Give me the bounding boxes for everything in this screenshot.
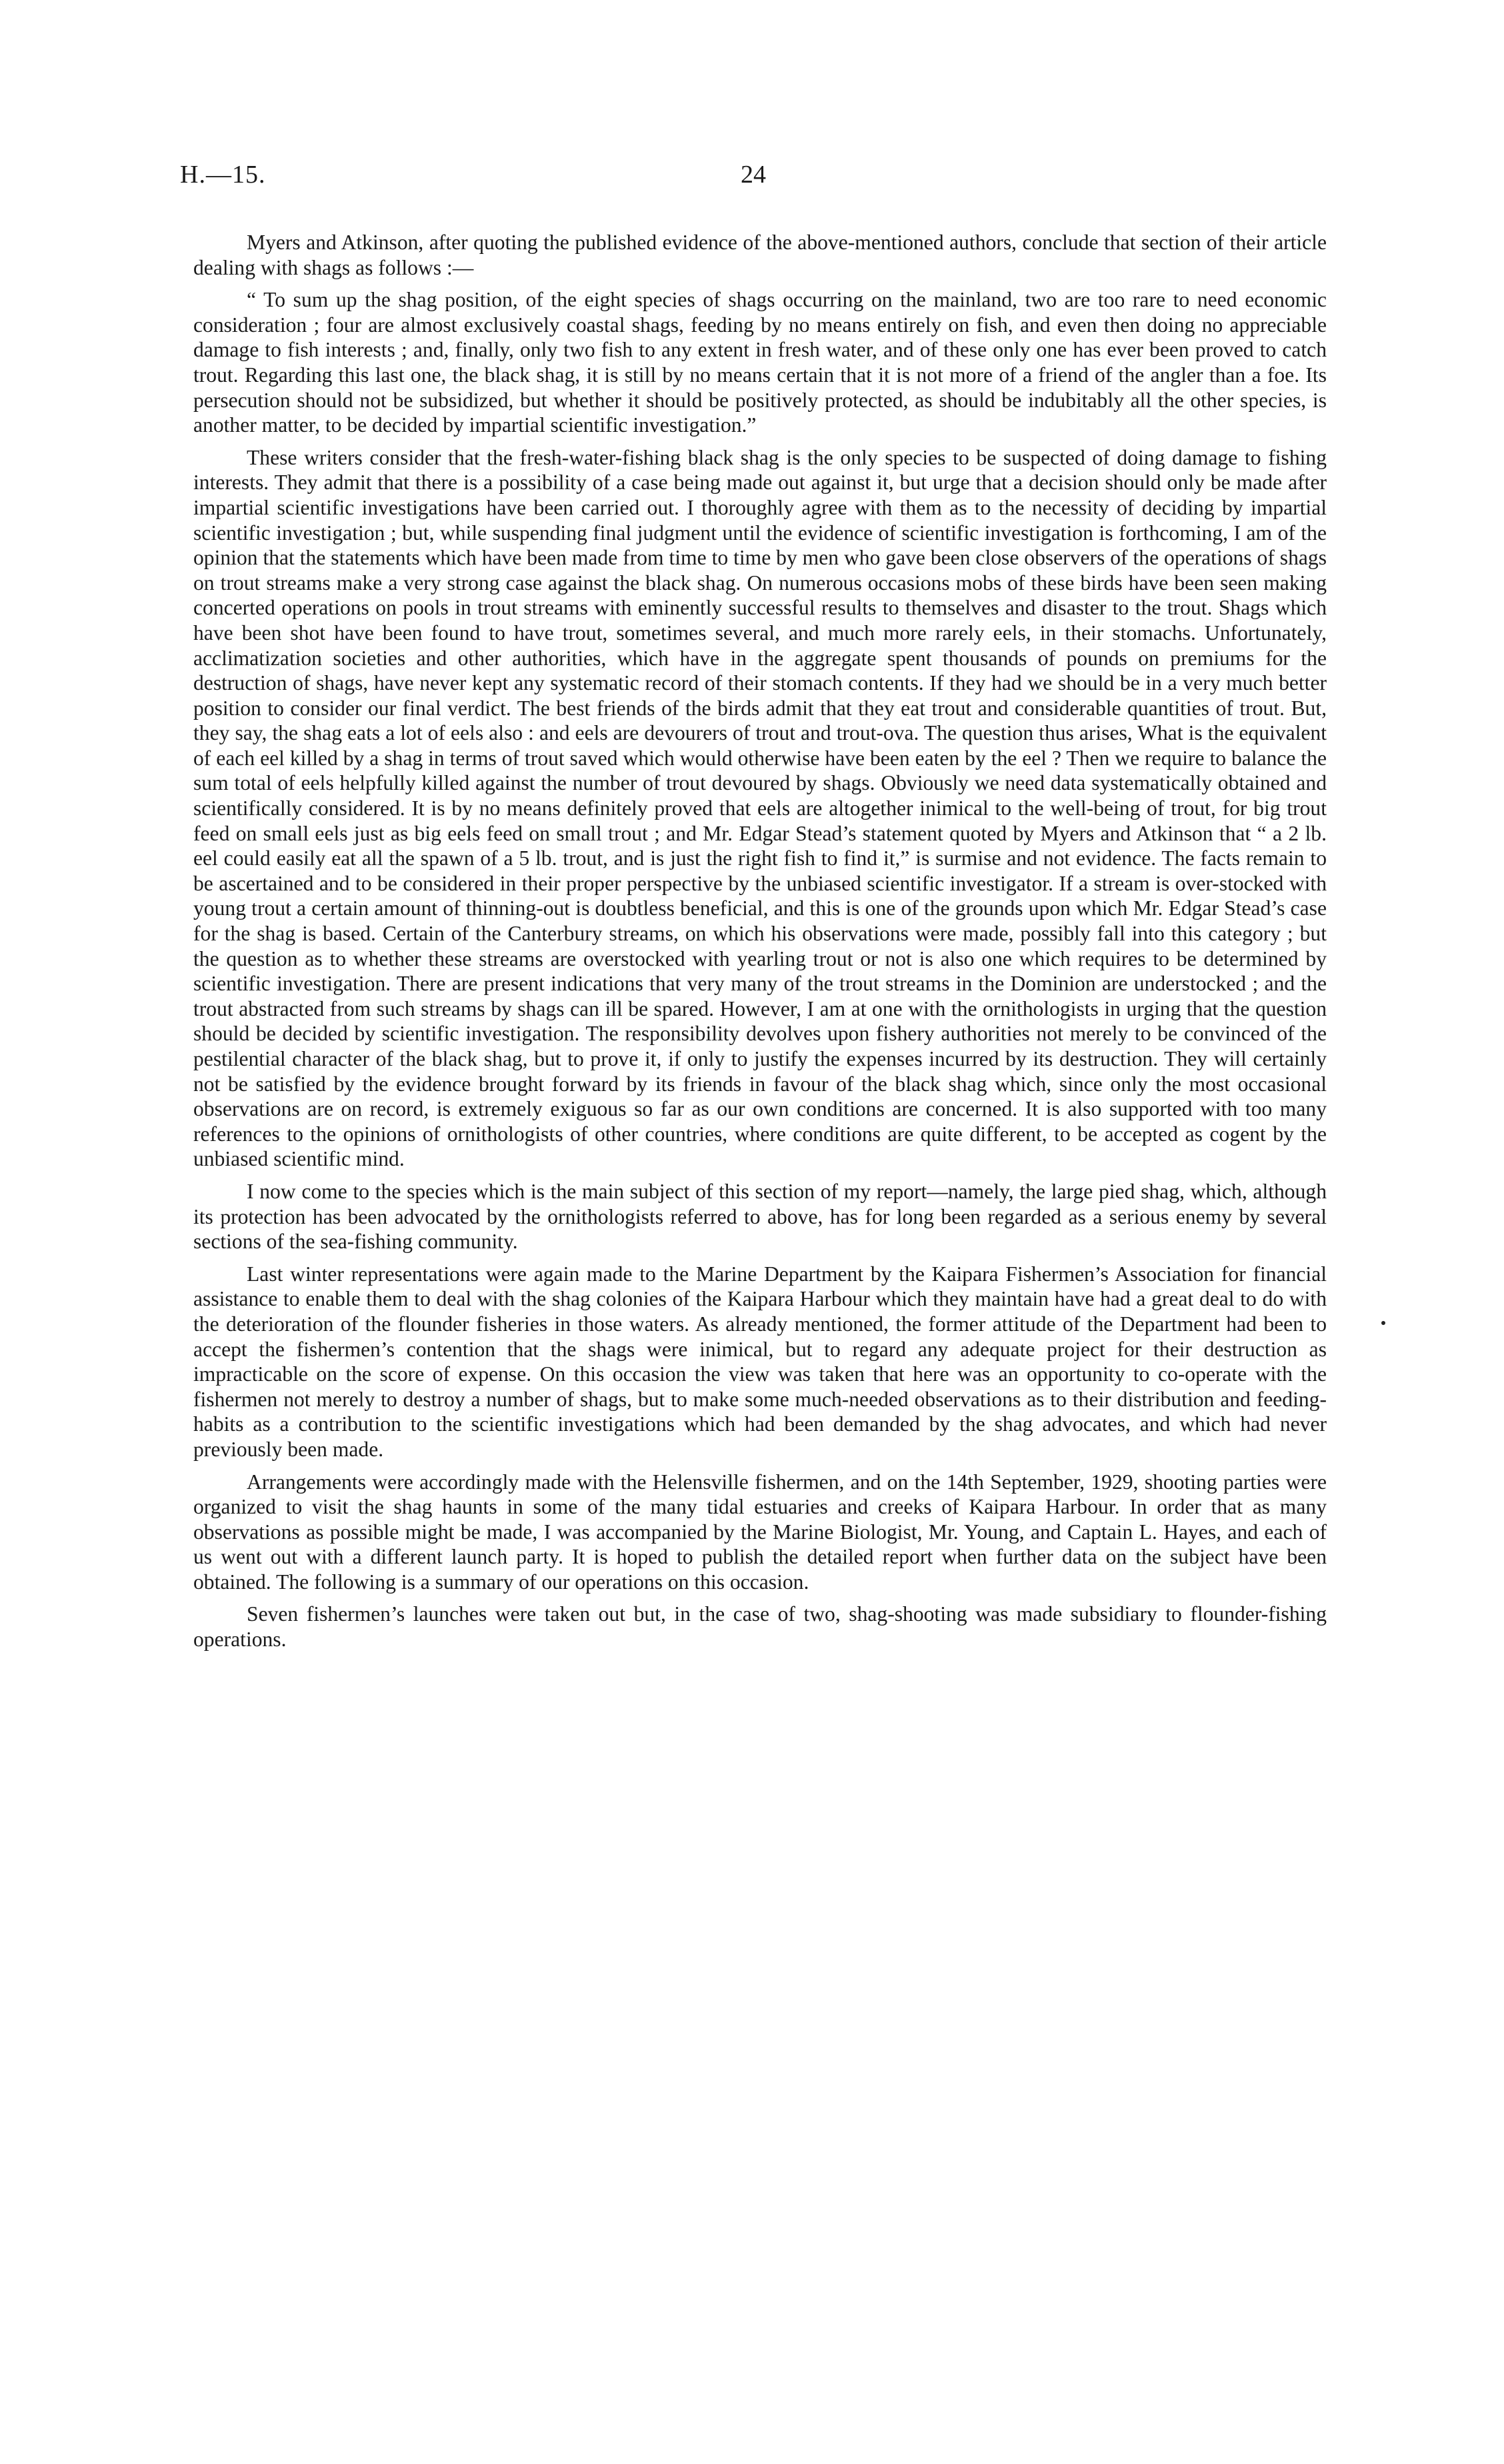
margin-mark [1381,1321,1385,1325]
paragraph-kaipara-representations: Last winter representations were again made to the Marine Department by the Kaipara Fishermen’s Association for financial assistance to enable them to deal with the shag colonies of the Kaipara Harbour which they maintain have had a great deal to do with the deterioration of the flounder fisheries in those waters. As already mentioned, the former attitude of the Department had been to accept the fishermen’s contention that the shags were inimical, but to regard any adequate project for their destruction as impracticable on the score of expense. On this occasion the view was taken that here was an opportunity to co-operate with the fishermen not merely to destroy a number of shags, but to make some much-needed observations as to their distribution and feeding-habits as a contribution to the scientific investigations which had been demanded by the shag advocates, and which had never previously been made. [193,1262,1327,1461]
document-reference-code: H.—15. [180,161,266,189]
page-number: 24 [741,161,766,189]
paragraph-quotation: “ To sum up the shag position, of the eight species of shags occurring on the mainland, two are too rare to need economic consideration ; four are almost exclusively coastal shags, feeding by no means entirely on fish, and even then doing no appreciable damage to fish interests ; and, finally, only two fish to any extent in fresh water, and of these only one has ever been proved to catch trout. Regarding this last one, the black shag, it is still by no means certain that it is not more of a friend of the angler than a foe. Its persecution should not be subsidized, but whether it should be positively protected, as should be indubitably all the other species, is another matter, to be decided by impartial scientific investigation.” [193,288,1327,437]
page-body [193,230,1327,1660]
paragraph-arrangements: Arrangements were accordingly made with the Helensville fishermen, and on the 14th September, 1929, shooting parties were organized to visit the shag haunts in some of the many tidal estuaries and creeks of Kaipara Harbour. In order that as many observations as possible might be made, I was accompanied by the Marine Biologist, Mr. Young, and Captain L. Hayes, and each of us went out with a different launch party. It is hoped to publish the detailed report when further data on the subject have been obtained. The following is a summary of our operations on this occasion. [193,1470,1327,1594]
paragraph-intro: Myers and Atkinson, after quoting the published evidence of the above-mentioned authors, conclude that section of their article dealing with shags as follows :— [193,231,1327,279]
page-header [180,160,1327,207]
paragraph-pied-shag: I now come to the species which is the main subject of this section of my report—namely, the large pied shag, which, although its protection has been advocated by the ornithologists referred to above, has for long been regarded as a serious enemy by several sections of the sea-fishing community. [193,1179,1327,1254]
paragraph-launches: Seven fishermen’s launches were taken out but, in the case of two, shag-shooting was made subsidiary to flounder-fishing operations. [193,1602,1327,1652]
paragraph-black-shag-case: These writers consider that the fresh-water-fishing black shag is the only species to be suspected of doing damage to fishing interests. They admit that there is a possibility of a case being made out against it, but urge that a decision should only be made after impartial scientific investigations have been carried out. I thoroughly agree with them as to the necessity of deciding by impartial scientific investigation ; but, while suspending final judgment until the evidence of scientific investigation is forthcoming, I am of the opinion that the statements which have been made from time to time by men who gave been close observers of the operations of shags on trout streams make a very strong case against the black shag. On numerous occasions mobs of these birds have been seen making concerted operations on pools in trout streams with eminently successful results to themselves and disaster to the trout. Shags which have been shot have been found to have trout, sometimes several, and much more rarely eels, in their stomachs. Unfortunately, acclimatization societies and other authorities, which have in the aggregate spent thousands of pounds on premiums for the destruction of shags, have never kept any systematic record of their stomach contents. If they had we should be in a very much better position to consider our final verdict. The best friends of the birds admit that they eat trout and considerable quantities of trout. But, they say, the shag eats a lot of eels also : and eels are devourers of trout and trout-ova. The question thus arises, What is the equivalent of each eel killed by a shag in terms of trout saved which would otherwise have been eaten by the eel ? Then we require to balance the sum total of eels helpfully killed against the number of trout devoured by shags. Obviously we need data systematically obtained and scientifically considered. It is by no means definitely proved that eels are altogether inimical to the well-being of trout, for big trout feed on small eels just as big eels feed on small trout ; and Mr. Edgar Stead’s statement quoted by Myers and Atkinson that “ a 2 lb. eel could easily eat all the spawn of a 5 lb. trout, and is just the right fish to find it,” is surmise and not evidence. The facts remain to be ascertained and to be considered in their proper perspective by the unbiased scientific investigator. If a stream is over-stocked with young trout a certain amount of thinning-out is doubtless beneficial, and this is one of the grounds upon which Mr. Edgar Stead’s case for the shag is based. Certain of the Canterbury streams, on which his observations were made, possibly fall into this category ; but the question as to whether these streams are overstocked with yearling trout or not is also one which requires to be determined by scientific investigation. There are present indications that very many of the trout streams in the Dominion are understocked ; and the trout abstracted from such streams by shags can ill be spared. However, I am at one with the ornithologists in urging that the question should be decided by scientific investigation. The responsibility devolves upon fishery authorities not merely to be convinced of the pestilential character of the black shag, but to prove it, if only to justify the expenses incurred by its destruction. They will certainly not be satisfied by the evidence brought forward by its friends in favour of the black shag which, since only the most occasional observations are on record, is extremely exiguous so far as our own conditions are concerned. It is also supported with too many references to the opinions of ornithologists of other countries, where conditions are quite different, to be accepted as cogent by the unbiased scientific mind. [193,445,1327,1171]
